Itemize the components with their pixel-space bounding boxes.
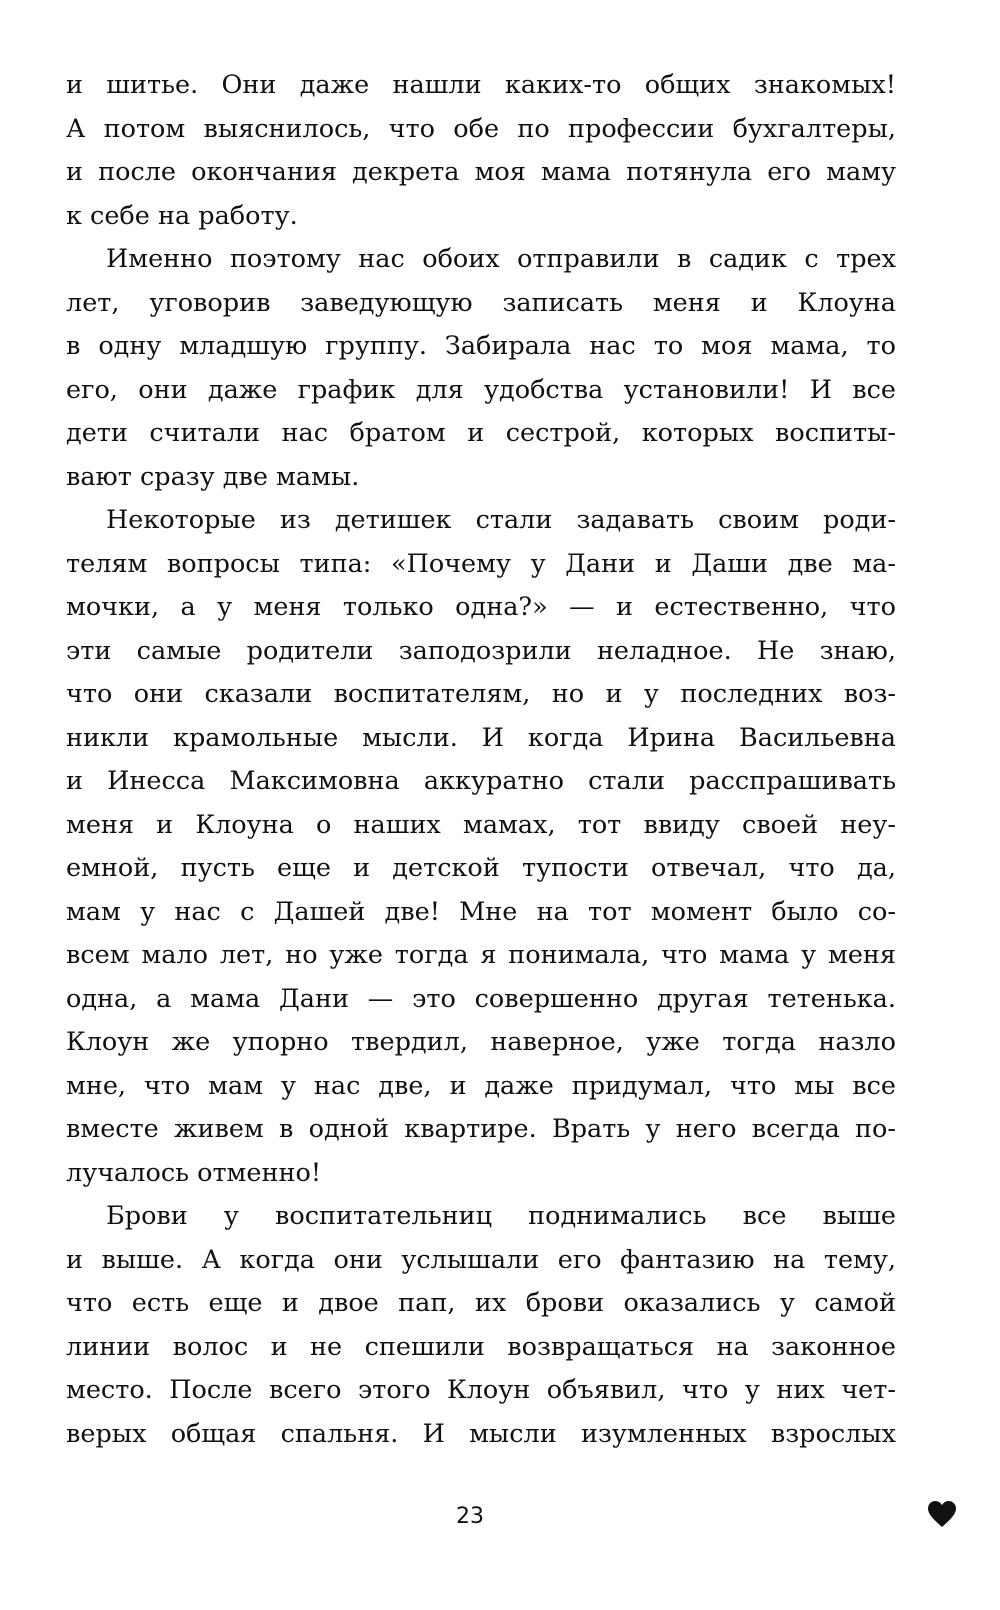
text-line: А потом выяснилось, что обе по профессии бухгалтеры, [66,113,896,144]
text-line: эти самые родители заподозрили неладное. Не знаю, [66,635,896,666]
text-line: никли крамольные мысли. И когда Ирина Васильевна [66,722,896,753]
text-line: и шитье. Они даже нашли каких-то общих знакомых! [66,70,896,100]
text-line: верых общая спальня. И мысли изумленных взрослых [66,1418,896,1449]
text-line: и выше. А когда они услышали его фантазию на тему, [66,1244,896,1275]
paragraph-3 [66,499,896,1195]
text-line: лучалось отменно! [66,1157,322,1188]
text-line: место. После всего этого Клоун объявил, что у них чет- [66,1375,896,1405]
text-line: что есть еще и двое пап, их брови оказались у самой [66,1288,896,1318]
text-line: в одну младшую группу. Забирала нас то моя мама, то [66,331,896,361]
text-line: Некоторые из детишек стали задавать своим роди- [106,505,896,535]
body-text [66,64,896,1456]
text-line: и после окончания декрета моя мама потянула его маму [66,157,896,187]
text-line: и Инесса Максимовна аккуратно стали расспрашивать [66,766,896,796]
text-line: меня и Клоуна о наших мамах, тот ввиду своей неу- [66,809,896,840]
paragraph-1 [66,64,896,238]
text-line: мочки, а у меня только одна?» — и естественно, что [66,592,896,622]
text-line: мам у нас с Дашей две! Мне на тот момент было со- [66,896,896,927]
text-line: одна, а мама Дани — это совершенно другая тетенька. [66,983,896,1014]
text-line: телям вопросы типа: «Почему у Дани и Даши две ма- [66,548,896,579]
text-line: лет, уговорив заведующую записать меня и Клоуна [66,287,896,318]
text-line: линии волос и не спешили возвращаться на законное [66,1331,896,1362]
text-line: мне, что мам у нас две, и даже придумал, что мы все [66,1070,896,1101]
text-line: что они сказали воспитателям, но и у последних воз- [66,679,896,709]
text-line: Клоун же упорно твердил, наверное, уже тогда назло [66,1027,896,1057]
text-line: емной, пусть еще и детской тупости отвечал, что да, [66,853,896,883]
text-line: Брови у воспитательниц поднимались все выше [106,1201,896,1231]
text-line: дети считали нас братом и сестрой, которых воспиты- [66,418,896,448]
text-line: его, они даже график для удобства установили! И все [66,374,896,405]
paragraph-4 [66,1195,896,1456]
text-line: вместе живем в одной квартире. Врать у него всегда по- [66,1114,896,1144]
text-line: Именно поэтому нас обоих отправили в садик с трех [106,244,896,274]
paragraph-2 [66,238,896,499]
page-number: 23 [456,1504,484,1529]
text-line: к себе на работу. [66,200,298,231]
text-line: вают сразу две мамы. [66,461,360,492]
heart-icon [927,1500,957,1528]
text-line: всем мало лет, но уже тогда я понимала, что мама у меня [66,940,896,970]
